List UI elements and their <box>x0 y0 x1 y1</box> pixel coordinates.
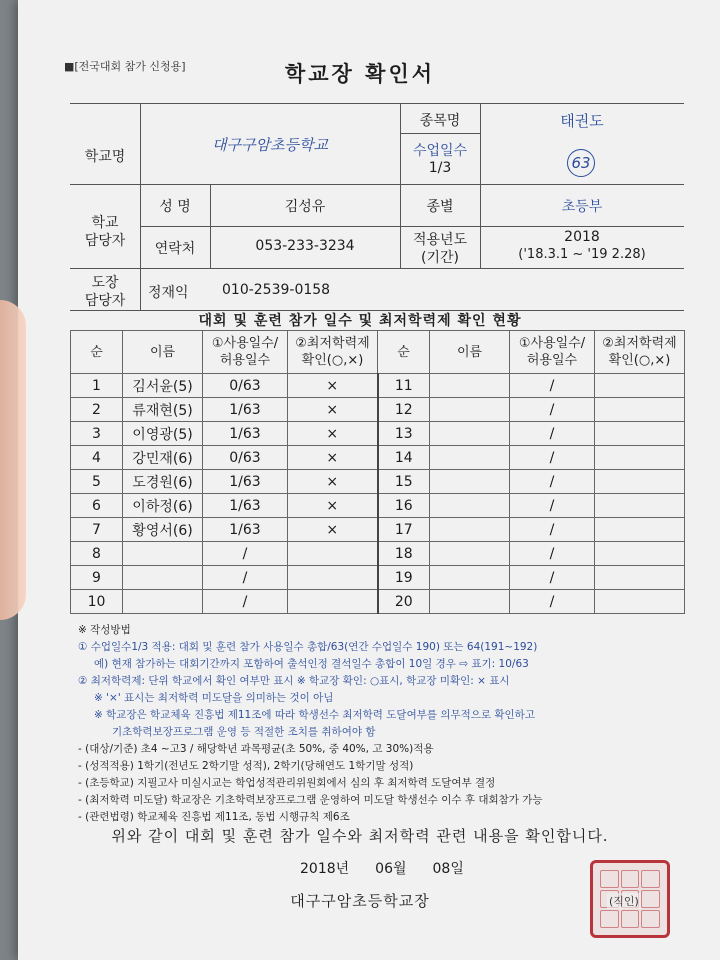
col-check-line2: 확인(○,×) <box>301 353 364 368</box>
class-days-fraction: 1/3 <box>428 160 452 176</box>
row-number: 6 <box>71 494 123 518</box>
document-tag: ■[전국대회 참가 신청용] <box>64 60 186 73</box>
min-academic-check <box>595 398 685 422</box>
event-value: 태권도 <box>560 112 604 130</box>
table-title: 대회 및 훈련 참가 일수 및 최저학력제 확인 현황 <box>198 313 522 329</box>
school-label: 학교명 <box>84 149 126 165</box>
col-days-line2: 허용일수 <box>219 353 271 368</box>
row-number: 16 <box>378 494 430 518</box>
note-1a: ① 수업일수1/3 적용: 대회 및 훈련 참가 사용일수 총합/63(연간 수업일수 190) 또는 64(191~192) <box>78 641 538 653</box>
date-year: 2018년 <box>300 861 350 877</box>
notes-section <box>78 622 698 826</box>
student-name <box>123 590 203 614</box>
seal-label: (직인) <box>609 895 639 908</box>
min-academic-check <box>595 542 685 566</box>
min-academic-check: × <box>288 446 378 470</box>
min-academic-check <box>595 566 685 590</box>
participation-table <box>70 330 685 614</box>
row-number: 5 <box>71 470 123 494</box>
student-name <box>430 470 510 494</box>
table-row <box>71 542 685 566</box>
min-academic-check <box>595 422 685 446</box>
used-days: 0/63 <box>203 446 288 470</box>
date-month: 06월 <box>375 861 407 877</box>
student-name: 류재현(5) <box>123 398 203 422</box>
year-value: 2018 <box>564 229 600 245</box>
min-academic-check <box>595 590 685 614</box>
student-name: 김서윤(5) <box>123 374 203 398</box>
col-check-line1: ②최저학력제 <box>295 336 370 351</box>
staff-name: 김성유 <box>284 199 326 215</box>
col-no-right: 순 <box>378 331 430 374</box>
notes-heading: ※ 작성방법 <box>78 624 131 636</box>
used-days: / <box>203 542 288 566</box>
row-number: 19 <box>378 566 430 590</box>
col-name-right: 이름 <box>430 331 510 374</box>
row-number: 14 <box>378 446 430 470</box>
used-days: 1/63 <box>203 470 288 494</box>
page-title: 학교장 확인서 <box>284 62 436 86</box>
coach-name: 정재익 <box>148 285 189 301</box>
period-label: (기간) <box>421 250 459 266</box>
row-number: 15 <box>378 470 430 494</box>
student-name <box>430 446 510 470</box>
table-row <box>71 374 685 398</box>
table-row <box>71 422 685 446</box>
min-academic-check: × <box>288 518 378 542</box>
student-name: 이하정(6) <box>123 494 203 518</box>
note-7: - (초등학교) 지필고사 미실시교는 학업성적관리위원회에서 심의 후 최저학력 도달여부 결정 <box>78 777 496 789</box>
student-name <box>430 374 510 398</box>
school-name: 대구구암초등학교 <box>212 136 328 154</box>
min-academic-check <box>595 446 685 470</box>
category-value: 초등부 <box>561 199 603 215</box>
row-number: 3 <box>71 422 123 446</box>
col-check <box>288 331 378 374</box>
used-days: 1/63 <box>203 422 288 446</box>
used-days: / <box>510 590 595 614</box>
row-number: 11 <box>378 374 430 398</box>
min-academic-check: × <box>288 422 378 446</box>
used-days: / <box>510 398 595 422</box>
table-header-row <box>71 331 685 374</box>
row-number: 2 <box>71 398 123 422</box>
issue-date <box>300 858 490 878</box>
student-name <box>123 542 203 566</box>
row-number: 7 <box>71 518 123 542</box>
header-border-row2 <box>140 226 684 227</box>
contact-value: 053-233-3234 <box>255 238 355 254</box>
used-days: / <box>510 494 595 518</box>
min-academic-check <box>288 590 378 614</box>
thumb-edge <box>0 300 26 620</box>
min-academic-check <box>288 566 378 590</box>
student-name <box>430 518 510 542</box>
used-days: / <box>203 590 288 614</box>
min-academic-check: × <box>288 470 378 494</box>
header-border-row3 <box>70 268 684 269</box>
table-row <box>71 398 685 422</box>
row-number: 17 <box>378 518 430 542</box>
student-name <box>430 398 510 422</box>
table-row <box>71 470 685 494</box>
used-days: 1/63 <box>203 494 288 518</box>
used-days: / <box>510 542 595 566</box>
min-academic-check <box>595 470 685 494</box>
header-border-row1 <box>70 184 684 185</box>
note-9: - (관련법령) 학교체육 진흥법 제11조, 동법 시행규칙 제6조 <box>78 811 350 823</box>
min-academic-check <box>288 542 378 566</box>
col-check-right-line1: ②최저학력제 <box>602 336 677 351</box>
row-number: 12 <box>378 398 430 422</box>
note-4a: ※ 학교장은 학교체육 진흥법 제11조에 따라 학생선수 최저학력 도달여부를 의무적으로 확인하고 <box>94 709 535 721</box>
student-name <box>430 542 510 566</box>
student-name <box>430 422 510 446</box>
table-row <box>71 494 685 518</box>
used-days: / <box>510 470 595 494</box>
period-value: ('18.3.1 ~ '19 2.28) <box>518 247 646 262</box>
student-name <box>430 566 510 590</box>
min-academic-check: × <box>288 374 378 398</box>
confirmation-statement: 위와 같이 대회 및 훈련 참가 일수와 최저학력 관련 내용을 확인합니다. <box>111 827 609 845</box>
row-number: 18 <box>378 542 430 566</box>
table-row <box>71 566 685 590</box>
col-days-right <box>510 331 595 374</box>
row-number: 10 <box>71 590 123 614</box>
student-name <box>430 590 510 614</box>
contact-label: 연락처 <box>154 241 196 257</box>
min-academic-check: × <box>288 398 378 422</box>
table-row <box>71 590 685 614</box>
used-days: / <box>510 446 595 470</box>
note-8: - (최저학력 미도달) 학교장은 기초학력보장프로그램 운영하여 미도달 학생선수 이수 후 대회참가 가능 <box>78 794 543 806</box>
student-name <box>123 566 203 590</box>
student-name: 황영서(6) <box>123 518 203 542</box>
date-day: 08일 <box>432 861 464 877</box>
min-academic-check: × <box>288 494 378 518</box>
row-number: 13 <box>378 422 430 446</box>
coach-label-2: 담당자 <box>84 293 126 309</box>
note-2: ② 최저학력제: 단위 학교에서 확인 여부만 표시 ※ 학교장 확인: ○표시, 학교장 미확인: × 표시 <box>78 675 510 687</box>
year-label: 적용년도 <box>412 232 468 248</box>
header-border-top <box>70 103 684 104</box>
used-days: / <box>203 566 288 590</box>
class-days-label: 수업일수 <box>412 143 468 159</box>
official-seal-stamp <box>590 860 670 938</box>
row-number: 8 <box>71 542 123 566</box>
category-label: 종별 <box>426 199 454 215</box>
student-name: 이영광(5) <box>123 422 203 446</box>
student-name: 강민재(6) <box>123 446 203 470</box>
used-days: 1/63 <box>203 398 288 422</box>
row-number: 1 <box>71 374 123 398</box>
staff-label-1: 학교 <box>91 215 119 231</box>
table-row <box>71 446 685 470</box>
table-row <box>71 518 685 542</box>
col-check-right-line2: 확인(○,×) <box>608 353 671 368</box>
min-academic-check <box>595 374 685 398</box>
header-border-event <box>400 133 480 134</box>
used-days: / <box>510 422 595 446</box>
note-4b: 기초학력보장프로그램 운영 등 적절한 조치를 취하여야 함 <box>112 726 376 738</box>
principal-title: 대구구암초등학교장 <box>290 892 430 910</box>
note-1b: 예) 현재 참가하는 대회기간까지 포함하여 출석인정 결석일수 총합이 10일 경우 ⇨ 표기: 10/63 <box>94 658 529 670</box>
coach-phone: 010-2539-0158 <box>222 282 331 298</box>
col-days-line1: ①사용일수/ <box>211 336 279 351</box>
coach-label-1: 도장 <box>91 275 119 291</box>
used-days: 0/63 <box>203 374 288 398</box>
used-days: / <box>510 374 595 398</box>
used-days: 1/63 <box>203 518 288 542</box>
class-days-value: 63 <box>567 149 595 177</box>
used-days: / <box>510 566 595 590</box>
note-5: - (대상/기준) 초4 ~고3 / 해당학년 과목평균(초 50%, 중 40%, 고 30%)적용 <box>78 743 434 755</box>
min-academic-check <box>595 518 685 542</box>
name-label: 성 명 <box>159 199 191 215</box>
row-number: 20 <box>378 590 430 614</box>
note-3: ※ '×' 표시는 최저학력 미도달을 의미하는 것이 아님 <box>94 692 334 704</box>
col-days-right-line2: 허용일수 <box>526 353 578 368</box>
event-label: 종목명 <box>419 113 461 129</box>
col-no: 순 <box>71 331 123 374</box>
col-days <box>203 331 288 374</box>
row-number: 4 <box>71 446 123 470</box>
staff-label-2: 담당자 <box>84 233 126 249</box>
student-name <box>430 494 510 518</box>
col-days-right-line1: ①사용일수/ <box>518 336 586 351</box>
note-6: - (성적적용) 1학기(전년도 2학기말 성적), 2학기(당해연도 1학기말 성적) <box>78 760 414 772</box>
student-name: 도경원(6) <box>123 470 203 494</box>
used-days: / <box>510 518 595 542</box>
col-name: 이름 <box>123 331 203 374</box>
row-number: 9 <box>71 566 123 590</box>
min-academic-check <box>595 494 685 518</box>
col-check-right <box>595 331 685 374</box>
